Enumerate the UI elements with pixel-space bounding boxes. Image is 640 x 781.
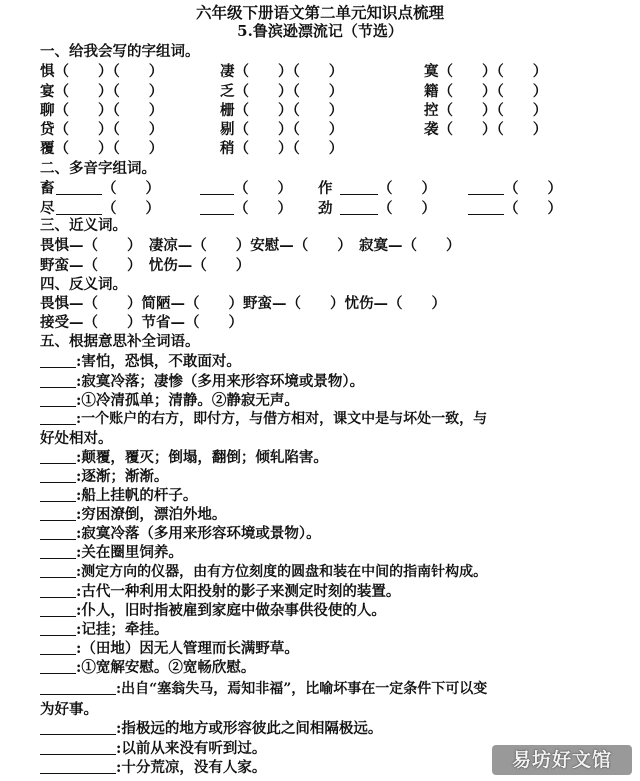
definition-row: :记挂；牵挂。: [40, 620, 630, 639]
s1-cell[interactable]: 控（ ）（ ）: [424, 102, 548, 119]
definition-row-long: :指极远的地方或形容彼此之间相隔极远。: [40, 719, 630, 738]
definition-row: :测定方向的仪器，由有方位刻度的圆盘和装在中间的指南针构成。: [40, 563, 630, 582]
definition-row: :古代一种利用太阳投射的影子来测定时刻的装置。: [40, 582, 630, 601]
blank-line[interactable]: [40, 563, 76, 578]
definition-continuation: 好处相对。: [40, 430, 113, 447]
definition-row: :仆人，旧时指被雇到家庭中做杂事供役使的人。: [40, 601, 630, 620]
s1-cell[interactable]: 寞（ ）（ ）: [424, 63, 548, 80]
blank-line[interactable]: [40, 468, 76, 483]
blank-line[interactable]: [40, 602, 76, 617]
blank-line[interactable]: [40, 525, 76, 540]
blank-line[interactable]: [40, 621, 76, 636]
blank-line[interactable]: [468, 180, 504, 195]
s1-cell[interactable]: 剔（ ）（ ）: [220, 121, 344, 138]
blank-line[interactable]: [40, 373, 76, 388]
blank-line[interactable]: [200, 200, 234, 215]
definition-row: :（田地）因无人管理而长满野草。: [40, 639, 630, 658]
s1-row-3: [0, 101, 640, 120]
section-3-heading: 三、近义词。: [40, 217, 127, 234]
s2-char: 尽: [40, 200, 55, 217]
page-subtitle: 5.鲁滨逊漂流记（节选）: [237, 22, 403, 40]
s1-cell[interactable]: 宴（ ）（ ）: [40, 83, 164, 100]
s2-paren[interactable]: （ ）: [504, 180, 562, 197]
blank-line[interactable]: [40, 506, 76, 521]
section-1-heading: 一、给我会写的字组词。: [40, 43, 200, 60]
s4-row[interactable]: 畏惧—（ ）简陋—（ ）野蛮—（ ）忧伤—（ ）: [40, 295, 446, 312]
definition-row: :害怕，恐惧，不敢面对。: [40, 352, 630, 371]
s2-char: 劲: [318, 200, 333, 217]
blank-line[interactable]: [40, 410, 76, 425]
blank-line[interactable]: [56, 200, 102, 215]
s2-char: 畜: [40, 180, 55, 197]
s1-cell[interactable]: 栅（ ）（ ）: [220, 102, 344, 119]
blank-line[interactable]: [40, 740, 116, 755]
blank-line[interactable]: [340, 200, 378, 215]
blank-line[interactable]: [40, 544, 76, 559]
page-title: 六年级下册语文第二单元知识点梳理: [195, 3, 444, 22]
s2-paren[interactable]: （ ）: [378, 200, 436, 217]
definition-continuation: 为好事。: [40, 701, 98, 718]
definition-row: :寂寞冷落（多用来形容环境或景物）。: [40, 524, 630, 543]
blank-line[interactable]: [40, 759, 116, 774]
s4-row[interactable]: 接受—（ ）节省—（ ）: [40, 314, 243, 331]
definition-row: :①冷清孤单；清静。②静寂无声。: [40, 391, 630, 410]
s1-cell[interactable]: 凄（ ）（ ）: [220, 63, 344, 80]
blank-line[interactable]: [468, 200, 504, 215]
s1-row-2: [0, 82, 640, 101]
definition-row-long: :以前从来没有听到过。: [40, 739, 630, 758]
s1-cell[interactable]: 袭（ ）（ ）: [424, 121, 548, 138]
blank-line[interactable]: [40, 720, 116, 735]
s2-paren[interactable]: （ ）: [378, 180, 436, 197]
s1-cell[interactable]: 聊（ ）（ ）: [40, 102, 164, 119]
s1-row-5: [0, 139, 640, 158]
blank-line[interactable]: [40, 680, 116, 695]
blank-line[interactable]: [40, 487, 76, 502]
blank-line[interactable]: [56, 180, 102, 195]
s1-cell[interactable]: 乏（ ）（ ）: [220, 83, 344, 100]
blank-line[interactable]: [40, 640, 76, 655]
blank-line[interactable]: [40, 353, 76, 368]
s1-row-4: [0, 120, 640, 139]
s3-row[interactable]: 野蛮—（ ） 忧伤—（ ）: [40, 257, 251, 274]
s2-paren[interactable]: （ ）: [102, 180, 160, 197]
s2-row-1: [0, 179, 640, 198]
blank-line[interactable]: [340, 180, 378, 195]
blank-line[interactable]: [40, 392, 76, 407]
definition-row: :穷困潦倒，漂泊外地。: [40, 505, 630, 524]
s2-paren[interactable]: （ ）: [504, 200, 562, 217]
section-5-heading: 五、根据意思补全词语。: [40, 333, 200, 350]
s1-cell[interactable]: 贷（ ）（ ）: [40, 121, 164, 138]
s2-paren[interactable]: （ ）: [234, 200, 292, 217]
definition-row: :①宽解安慰。②宽畅欣慰。: [40, 658, 630, 677]
definition-row: :关在圈里饲养。: [40, 543, 630, 562]
definition-row: :寂寞冷落；凄惨（多用来形容环境或景物）。: [40, 372, 630, 391]
s2-paren[interactable]: （ ）: [102, 200, 160, 217]
s1-cell[interactable]: 稍（ ）（ ）: [220, 140, 344, 157]
blank-line[interactable]: [40, 449, 76, 464]
s1-row-1: [0, 62, 640, 81]
definition-row: :颠覆，覆灭；倒塌，翻倒；倾轧陷害。: [40, 448, 630, 467]
definition-row: :船上挂帆的杆子。: [40, 486, 630, 505]
definition-row-long: :出自“塞翁失马，焉知非福”，比喻坏事在一定条件下可以变: [40, 680, 630, 699]
s1-cell[interactable]: 惧（ ）（ ）: [40, 63, 164, 80]
blank-line[interactable]: [200, 180, 234, 195]
s2-char: 作: [318, 180, 333, 197]
blank-line[interactable]: [40, 659, 76, 674]
definition-row: :一个账户的右方，即付方，与借方相对，课文中是与坏处一致，与: [40, 410, 630, 429]
section-4-heading: 四、反义词。: [40, 276, 127, 293]
s1-cell[interactable]: 籍（ ）（ ）: [424, 83, 548, 100]
blank-line[interactable]: [40, 583, 76, 598]
s3-row[interactable]: 畏惧—（ ） 凄凉—（ ）安慰—（ ） 寂寞—（ ）: [40, 237, 461, 254]
s2-paren[interactable]: （ ）: [234, 180, 292, 197]
definition-row: :逐渐；渐渐。: [40, 467, 630, 486]
s1-cell[interactable]: 覆（ ）（ ）: [40, 140, 164, 157]
section-2-heading: 二、多音字组词。: [40, 160, 156, 177]
watermark-logo: 易坊好文馆: [492, 745, 632, 775]
definition-row-long: :十分荒凉，没有人家。: [40, 758, 630, 777]
